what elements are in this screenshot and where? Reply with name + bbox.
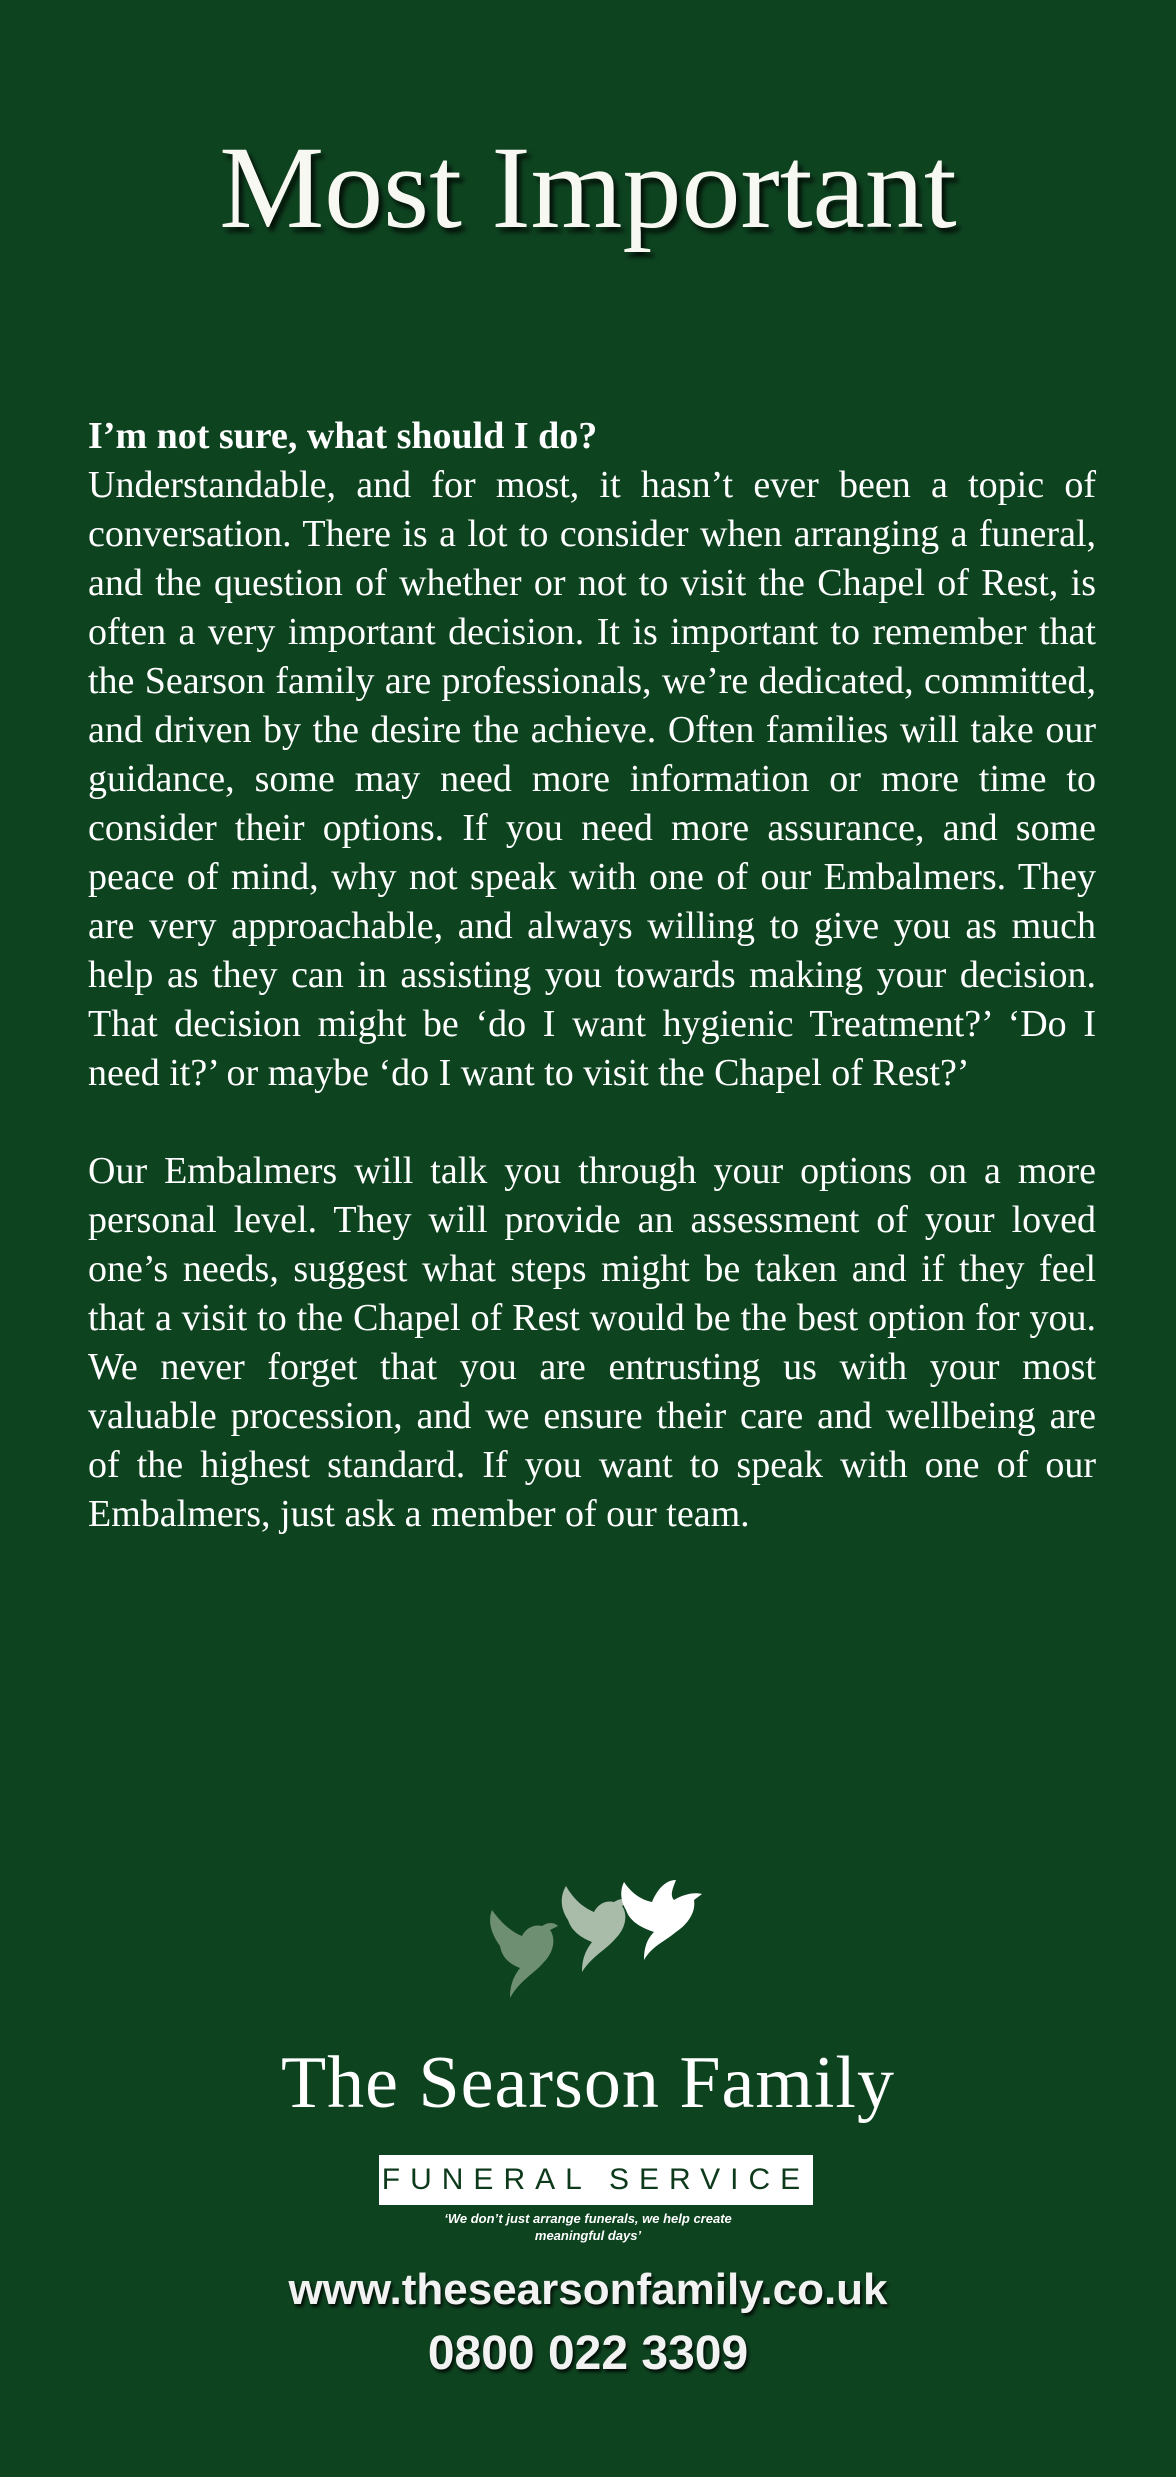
company-name: The Searson Family xyxy=(280,2042,895,2124)
paragraph-2: Our Embalmers will talk you through your options on a more personal level. They will provide an assessment of your loved one’s needs, suggest what steps might be taken and if they feel that a visit to the Chapel of Rest would be the best option for you. We never forget that you are entrusting us with your most valuable procession, and we ensure their care and wellbeing are of the highest standard. If you want to speak with one of our Embalmers, just ask a member of our team. xyxy=(88,1150,1096,1535)
paragraph-1: Understandable, and for most, it hasn’t ever been a topic of conversation. There is a lot to consider when arranging a funeral, and the question of whether or not to visit the Chapel of Rest, is often a very important decision. It is important to remember that the Searson family are professionals, we’re dedicated, committed, and driven by the desire the achieve. Often families will take our guidance, some may need more information or more time to consider their options. If you need more assurance, and some peace of mind, why not speak with one of our Embalmers. They are very approachable, and always willing to give you as much help as they can in assisting you towards making your decision. That decision might be ‘do I want hygienic Treatment?’ ‘Do I need it?’ or maybe ‘do I want to visit the Chapel of Rest?’ xyxy=(88,464,1096,1094)
doves-icon xyxy=(480,1880,720,2060)
tagline-line-1: ‘We don’t just arrange funerals, we help create xyxy=(444,2211,732,2226)
dove-mid-icon xyxy=(562,1886,630,1972)
page-title: Most Important xyxy=(219,122,957,253)
dove-dark-icon xyxy=(490,1910,558,1998)
service-label: FUNERAL SERVICE xyxy=(379,2155,813,2205)
question-heading: I’m not sure, what should I do? xyxy=(88,415,598,457)
company-logo xyxy=(0,1880,1176,2280)
dove-white-icon xyxy=(621,1880,702,1960)
website-link[interactable]: www.thesearsonfamily.co.uk xyxy=(288,2265,888,2314)
tagline-line-2: meaningful days’ xyxy=(534,2228,642,2243)
body-copy xyxy=(88,412,1096,1539)
tagline xyxy=(0,2210,1176,2244)
phone-number[interactable]: 0800 022 3309 xyxy=(427,2327,749,2380)
